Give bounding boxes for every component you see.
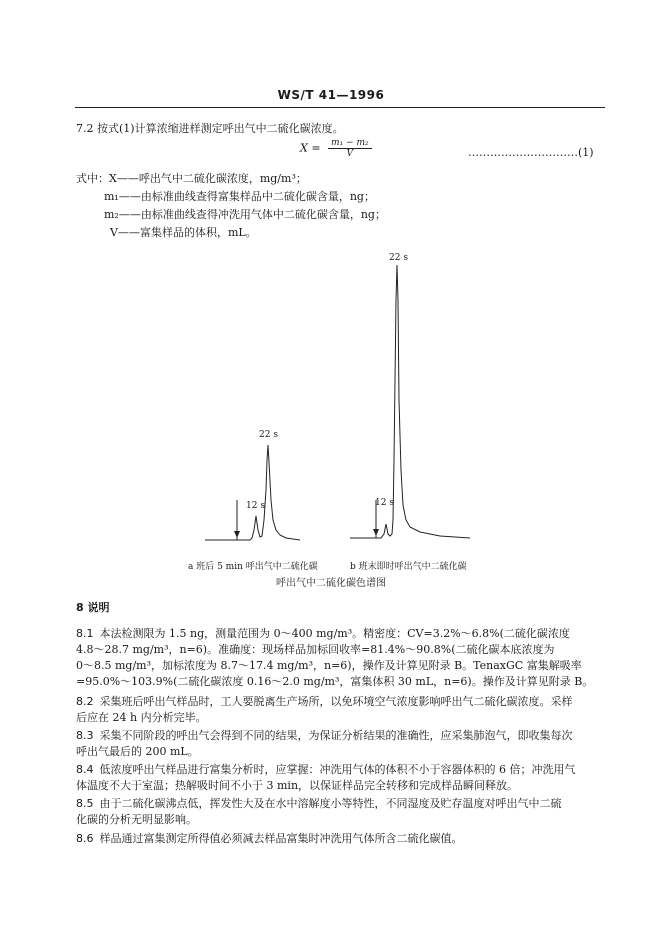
- paragraph-line: 后应在 24 h 内分析完毕。: [76, 711, 207, 724]
- paragraph-line: 0～8.5 mg/m³，加标浓度为 8.7～17.4 mg/m³，n=6)，操作及计算见附录 B。TenaxGC 富集解吸率: [76, 659, 582, 672]
- chromatogram-b: [350, 265, 470, 538]
- chromatogram-a-trace: [205, 445, 300, 540]
- section-8-title: 8 说明: [76, 601, 110, 614]
- paragraph-8-4: [76, 762, 606, 794]
- paragraph-number: 8.1: [76, 627, 94, 640]
- paragraph-line: 呼出气最后的 200 mL。: [76, 745, 199, 758]
- paragraph-line: 采集不同阶段的呼出气会得到不同的结果，为保证分析结果的准确性，应采集肺泡气，即收集每次: [99, 729, 573, 742]
- chart-b-peak2-label: 22 s: [389, 253, 408, 263]
- paragraph-line: 样品通过富集测定所得值必须减去样品富集时冲洗用气体所含二硫化碳值。: [99, 832, 463, 845]
- formula-equation-label: …………………………(1): [468, 146, 594, 159]
- paragraph-number: 8.2: [76, 695, 94, 708]
- paragraph-number: 8.6: [76, 832, 94, 845]
- where-item: 式中：X——呼出气中二硫化碳浓度，mg/m³；: [76, 172, 307, 185]
- chart-a-peak1-label: 12 s: [246, 501, 265, 511]
- paragraph-line: 由于二硫化碳沸点低，挥发性大及在水中溶解度小等特性，不同湿度及贮存温度对呼出气中二硫: [99, 797, 562, 810]
- chromatogram-a-injection-arrow: [234, 531, 240, 538]
- paragraph-line: 体温度不大于室温；热解吸时间不小于 3 min，以保证样品完全转移和完成样品瞬间释放。: [76, 779, 519, 792]
- chromatogram-b-trace: [350, 265, 470, 538]
- paragraph-8-6: [76, 831, 606, 847]
- paragraph-8-1: [76, 626, 606, 690]
- chart-b-peak1-label: 12 s: [375, 498, 394, 508]
- paragraph-line: 采集班后呼出气样品时，工人要脱离生产场所，以免环境空气浓度影响呼出气二硫化碳浓度。采样: [99, 695, 573, 708]
- paragraph-8-5: [76, 796, 606, 828]
- chart-b-caption: b 班末即时呼出气中二硫化碳: [350, 562, 467, 572]
- standard-number-header: WS/T 41—1996: [277, 88, 385, 102]
- formula-lhs: X =: [300, 141, 321, 155]
- paragraph-number: 8.5: [76, 797, 94, 810]
- paragraph-number: 8.3: [76, 729, 94, 742]
- chromatogram-a: [205, 445, 300, 540]
- chart-a-caption: a 班后 5 min 呼出气中二硫化碳: [188, 562, 318, 572]
- paragraph-8-3: [76, 728, 606, 760]
- paragraph-8-2: [76, 694, 606, 726]
- figure-title: 呼出气中二硫化碳色谱图: [276, 578, 386, 589]
- paragraph-line: 4.8～28.7 mg/m³，n=6)。准确度：现场样品加标回收率=81.4%～90.8%(二硫化碳本底浓度为: [76, 643, 555, 656]
- where-item: m₁——由标准曲线查得富集样品中二硫化碳含量，ng；: [104, 190, 375, 203]
- paragraph-number: 8.4: [76, 763, 94, 776]
- chart-a-peak2-label: 22 s: [259, 430, 278, 440]
- paragraph-line: 低浓度呼出气样品进行富集分析时，应掌握：冲洗用气体的体积不小于容器体积的 6 倍；冲洗用气: [99, 763, 576, 776]
- formula-numerator: m₁ − m₂: [328, 138, 372, 149]
- paragraph-line: 本法检测限为 1.5 ng，测量范围为 0～400 mg/m³。精密度：CV=3.2%～6.8%(二硫化碳浓度: [99, 627, 570, 640]
- chromatogram-b-injection-arrow: [373, 529, 379, 536]
- formula-denominator: V: [346, 149, 354, 159]
- paragraph-line: 化碳的分析无明显影响。: [76, 813, 197, 826]
- where-item: V——富集样品的体积，mL。: [110, 226, 257, 239]
- section-7-2-heading: 7.2 按式(1)计算浓缩进样测定呼出气中二硫化碳浓度。: [76, 122, 344, 135]
- where-item: m₂——由标准曲线查得冲洗用气体中二硫化碳含量，ng；: [104, 208, 386, 221]
- paragraph-line: =95.0%～103.9%(二硫化碳浓度 0.16～2.0 mg/m³，富集体积 30 mL，n=6)。操作及计算见附录 B。: [76, 675, 594, 688]
